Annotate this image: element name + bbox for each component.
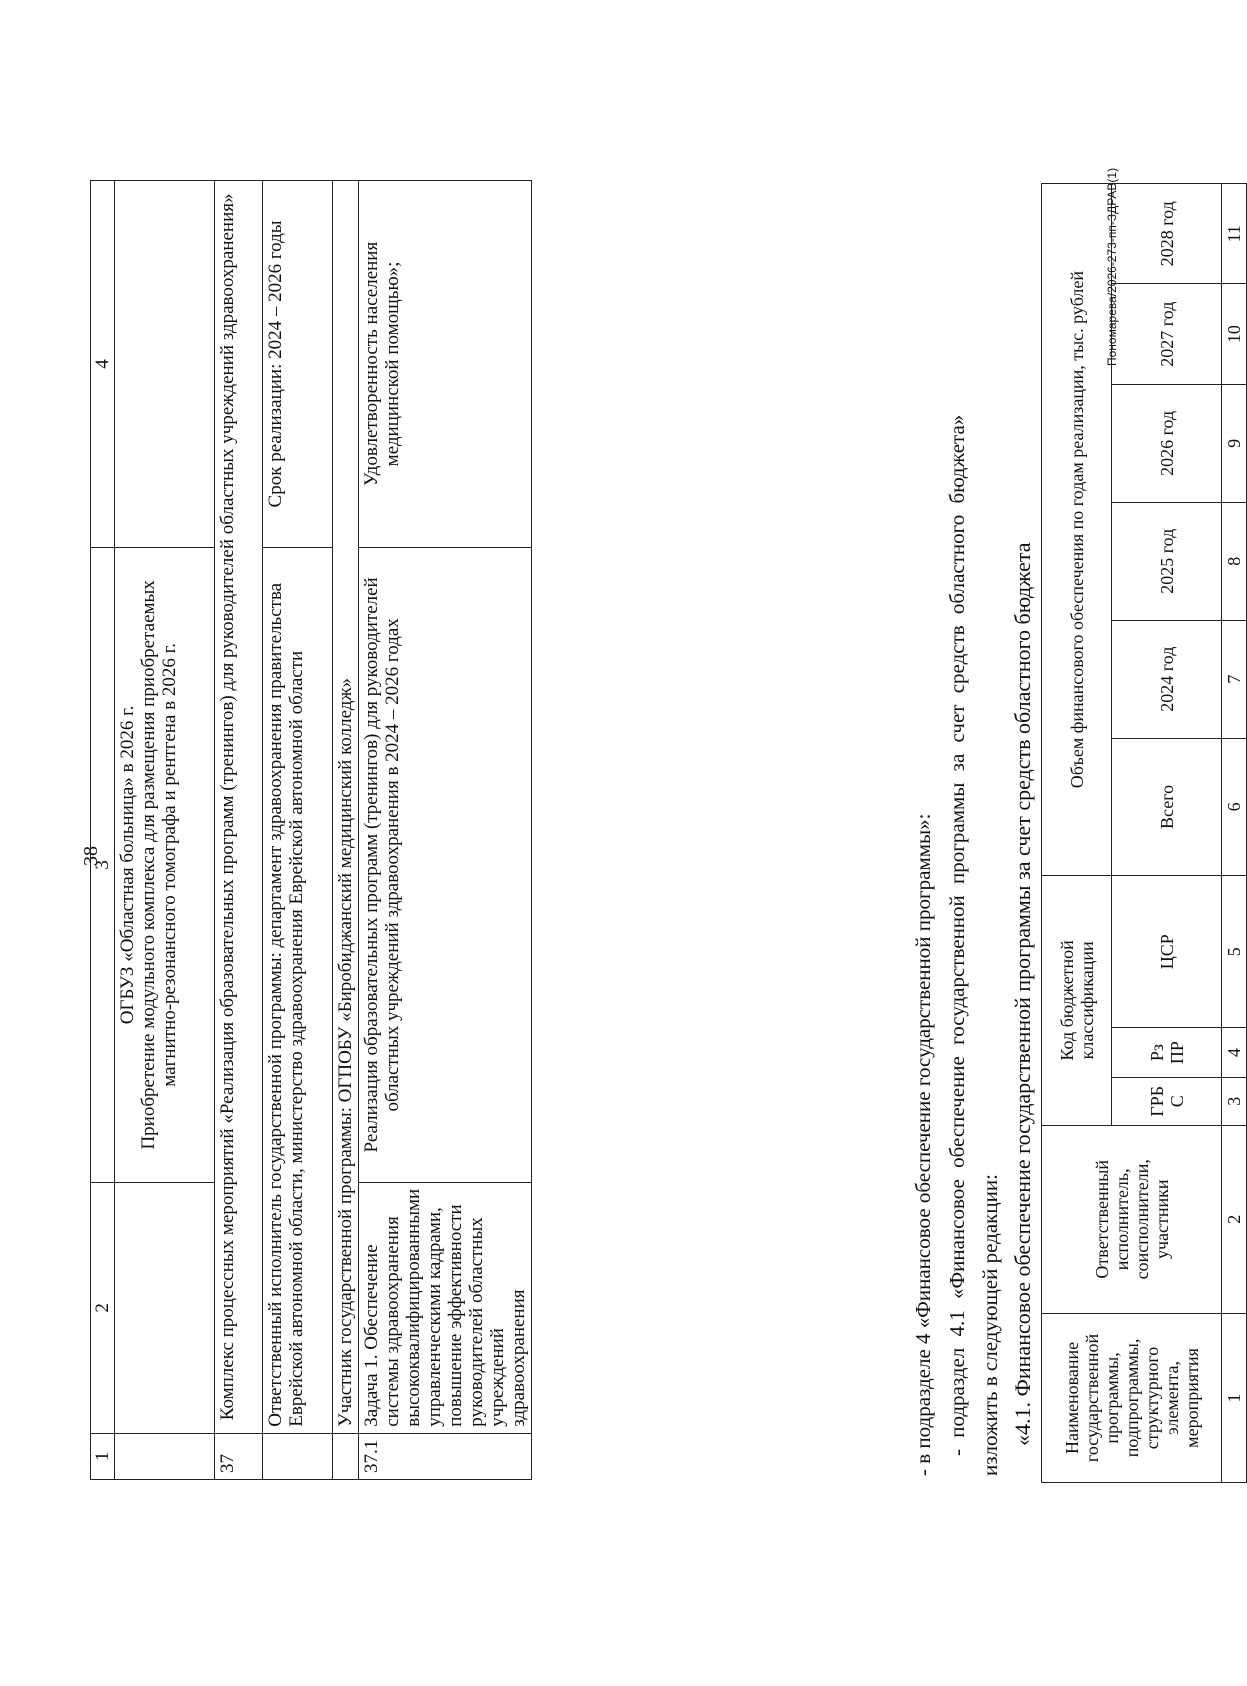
table-row <box>115 181 215 1480</box>
column-number: 6 <box>1222 738 1247 876</box>
hospital-cell <box>115 547 215 1182</box>
header-grbs: ГРБ С <box>1112 1077 1222 1125</box>
column-number: 2 <box>1222 1125 1247 1313</box>
header-cell: 1 <box>91 1433 115 1479</box>
paragraph: - в подразделе 4 «Финансовое обеспечение государственной программы»: <box>911 813 935 1476</box>
paragraph: изложить в следующей редакции: <box>978 1174 1002 1476</box>
header-year: 2024 год <box>1112 620 1222 738</box>
row-number: 37 <box>215 1433 263 1479</box>
implementation-term: Срок реализации: 2024 – 2026 годы <box>263 181 333 548</box>
header-year: 2028 год <box>1112 184 1222 284</box>
column-number: 7 <box>1222 620 1247 738</box>
row-number: 37.1 <box>359 1433 532 1479</box>
responsible-executor: Ответственный исполнитель государственной программы: департамент здравоохранения правительства Еврейской автономной области, министерство здравоохранения Еврейской автономной области <box>263 547 333 1433</box>
column-number: 5 <box>1222 876 1247 1028</box>
document-footer: Пономарева/2026-273-пп-ЗДРАВ(1) <box>1105 167 1119 366</box>
header-volume: Объем финансового обеспечения по годам реализации, тыс. рублей <box>1042 184 1112 876</box>
header-total: Всего <box>1112 738 1222 876</box>
header-cell: 2 <box>91 1182 115 1433</box>
column-number-row <box>1222 184 1247 1483</box>
activities-table <box>90 180 532 1480</box>
header-cell: 4 <box>91 181 115 548</box>
header-year: 2026 год <box>1112 384 1222 502</box>
column-number: 8 <box>1222 502 1247 620</box>
header-csr: ЦСР <box>1112 876 1222 1028</box>
column-number: 3 <box>1222 1077 1247 1125</box>
header-year: 2025 год <box>1112 502 1222 620</box>
column-number: 9 <box>1222 384 1247 502</box>
table-row <box>333 181 359 1480</box>
table-row <box>263 181 333 1480</box>
column-number: 4 <box>1222 1028 1247 1078</box>
result-text: Удовлетворенность населения медицинской помощью»; <box>359 181 532 548</box>
table-header-row <box>1042 184 1112 1483</box>
hospital-text: Приобретение модульного комплекса для размещения приобретаемых магнитно-резонансного томографа и рентгена в 2026 г. <box>138 580 180 1150</box>
column-number: 11 <box>1222 184 1247 284</box>
header-name: Наименование государственной программы, подпрограммы, структурного элемента, мероприятия <box>1042 1313 1222 1482</box>
action-text: Реализация образовательных программ (тренингов) для руководителей областных учреждений здравоохранения в 2024 – 2026 годах <box>359 547 532 1182</box>
table-row <box>359 181 532 1480</box>
header-responsible: Ответственный исполнитель, соисполнители, участники <box>1042 1125 1222 1313</box>
header-rzpr: Рз ПР <box>1112 1028 1222 1078</box>
task-text: Задача 1. Обеспечение системы здравоохранения высококвалифицированными управленческими кадрами, повышение эффективности руководителей областных учреждений здравоохранения <box>359 1182 532 1433</box>
page-number: 38 <box>80 846 102 866</box>
hospital-title: ОГБУЗ «Областная больница» в 2026 г. <box>117 705 138 1025</box>
header-year: 2027 год <box>1112 284 1222 384</box>
header-cell: 3 <box>91 547 115 1182</box>
column-number: 1 <box>1222 1313 1247 1482</box>
financing-table <box>1041 183 1247 1483</box>
table-header-row <box>91 181 115 1480</box>
program-participant: Участник государственной программы: ОГПОБУ «Биробиджанский медицинский колледж» <box>333 181 359 1434</box>
header-budget-code: Код бюджетной классификации <box>1042 876 1112 1125</box>
table-row <box>215 181 263 1480</box>
column-number: 10 <box>1222 284 1247 384</box>
complex-title: Комплекс процессных мероприятий «Реализация образовательных программ (тренингов) для руководителей областных учреждений здравоохранения» <box>215 181 263 1434</box>
paragraph: - подраздел 4.1 «Финансовое обеспечение государственной программы за счет средств областного бюджета» <box>945 414 969 1456</box>
section-heading: «4.1. Финансовое обеспечение государственной программы за счет средств областного бюджета <box>1010 542 1035 1446</box>
